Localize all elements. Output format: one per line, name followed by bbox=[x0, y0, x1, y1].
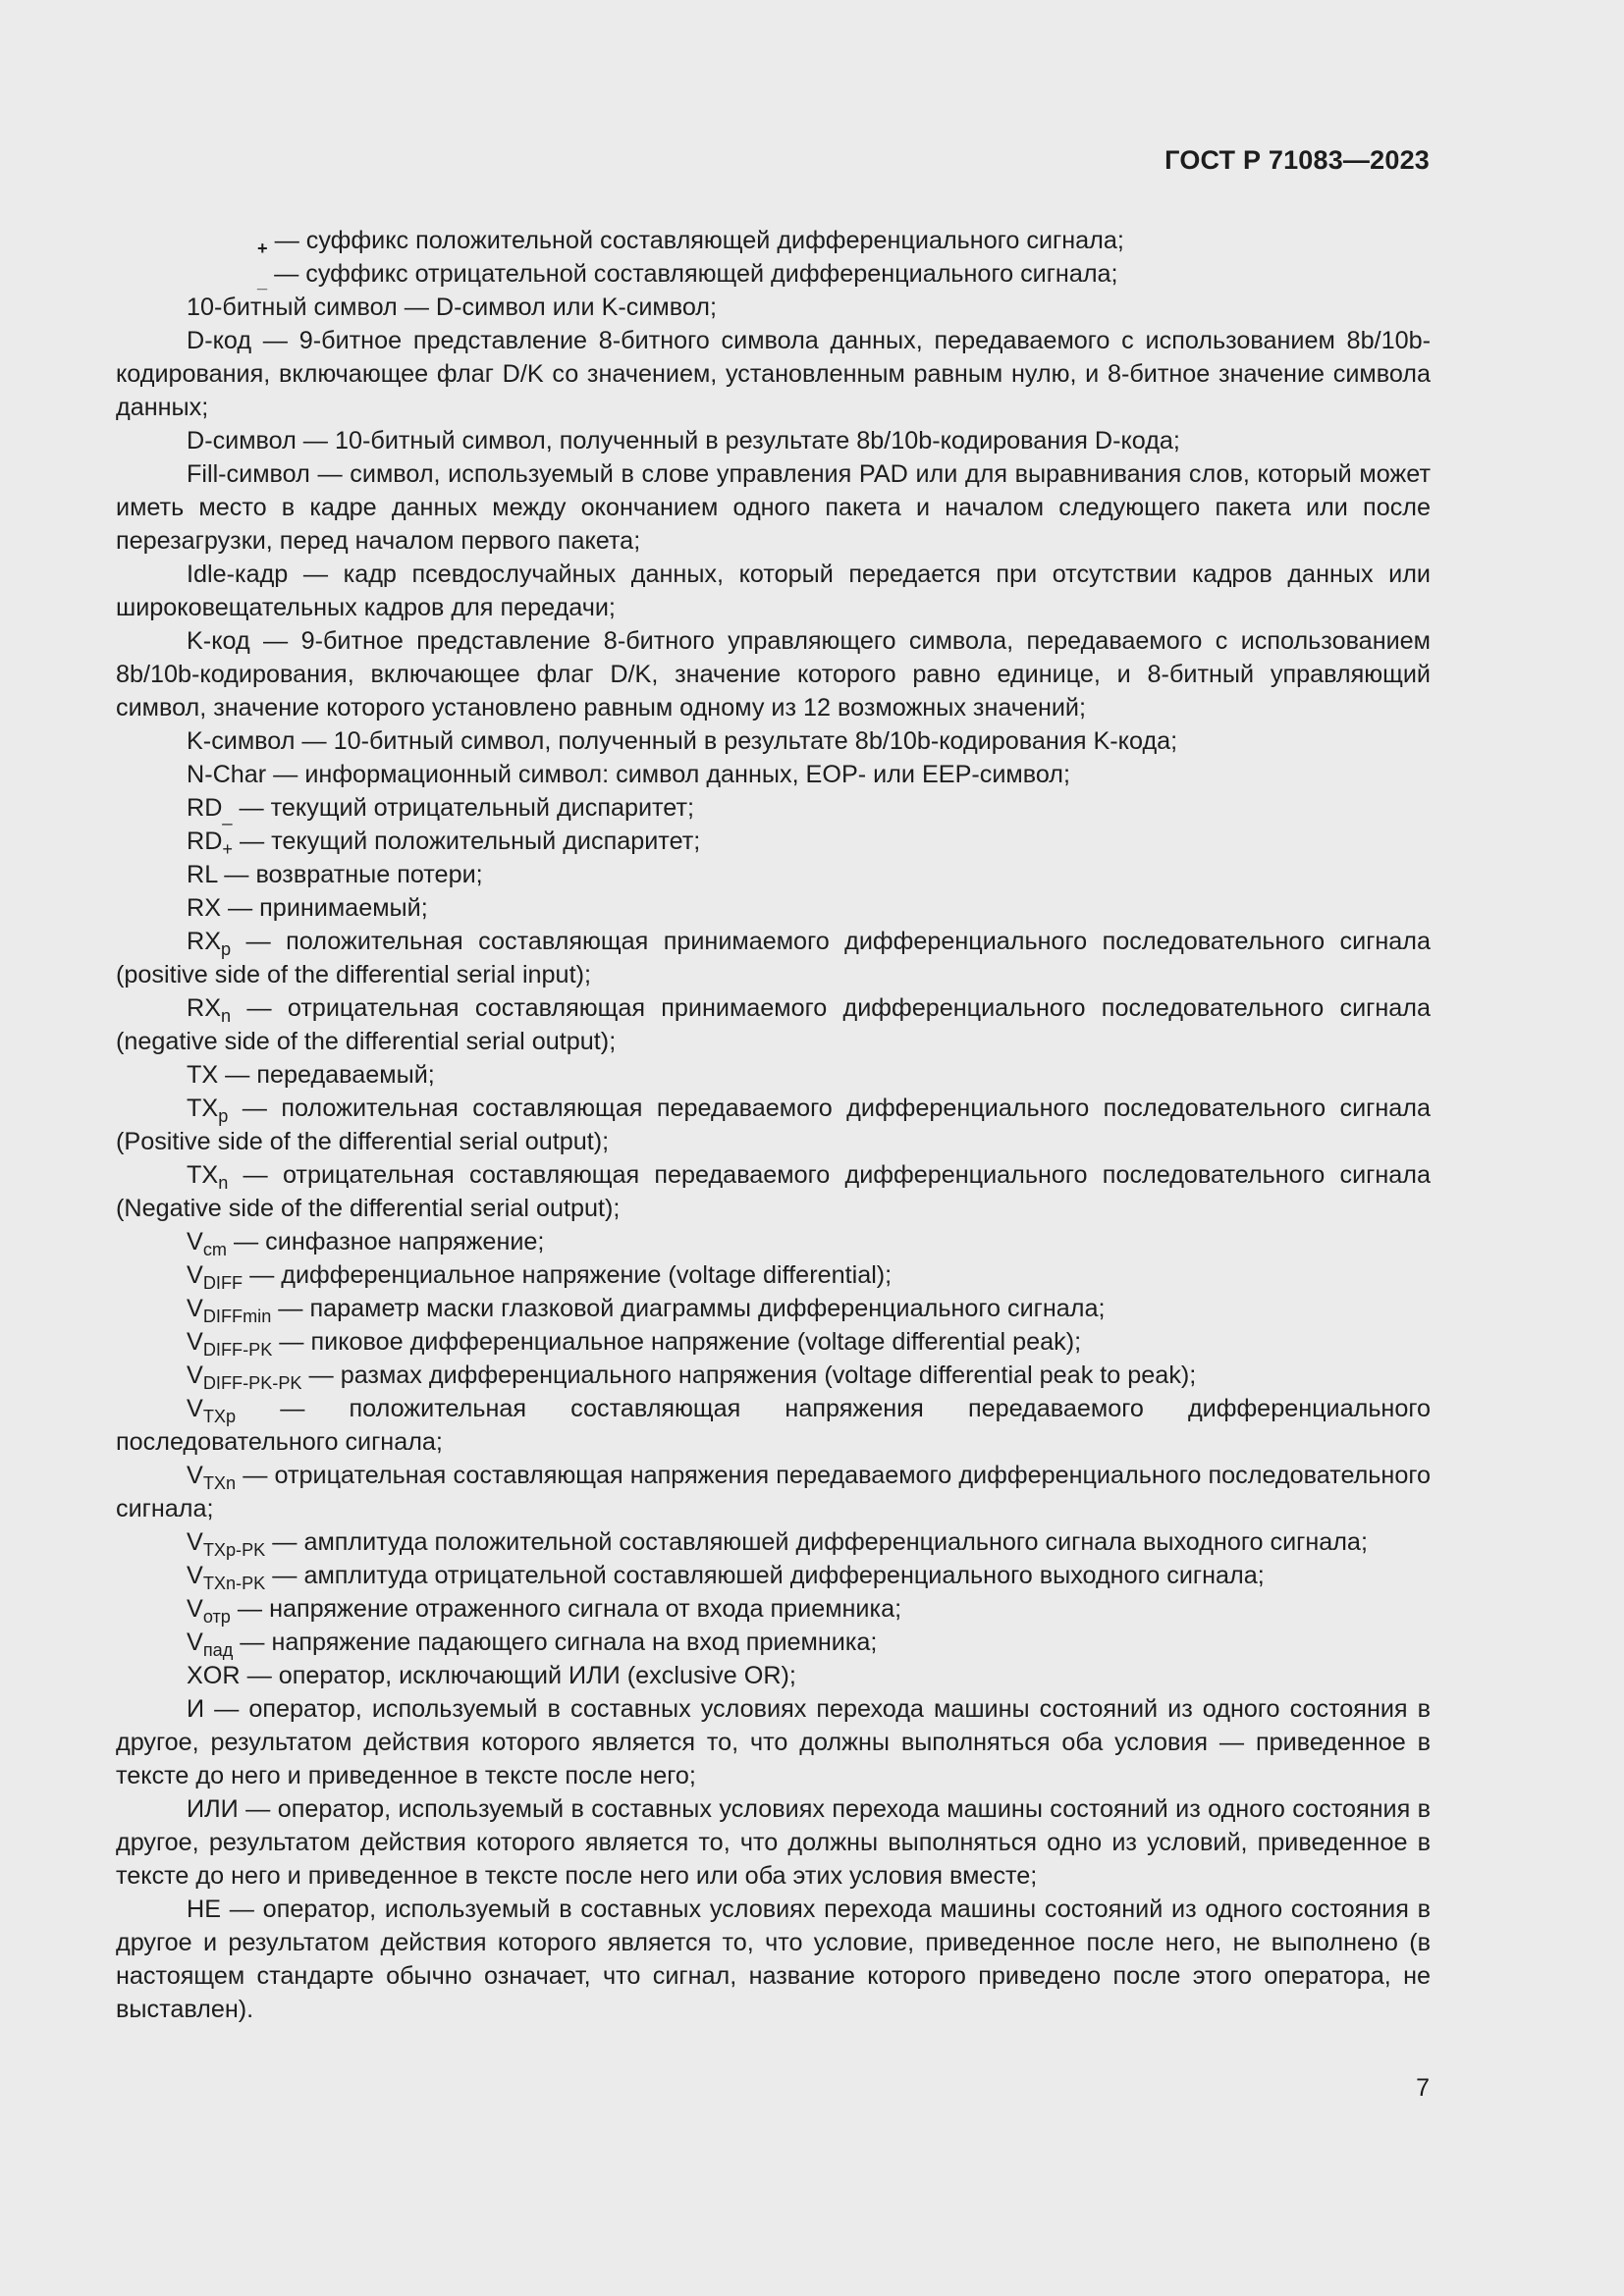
definition-symbol: RD bbox=[187, 794, 223, 822]
definition-text: TX — передаваемый; bbox=[187, 1061, 435, 1089]
definition-text: И — оператор, используемый в составных условиях перехода машины состояний из одного состояния в другое, результатом действия которого является то, что должны выполняться оба условия — приведенное в тексте до него и приведенное в тексте после него; bbox=[116, 1695, 1431, 1789]
definition-entry bbox=[116, 1158, 1431, 1225]
definition-entry bbox=[116, 758, 1431, 791]
definition-entry bbox=[116, 457, 1431, 558]
definition-text: K-код — 9-битное представление 8-битного управляющего символа, передаваемого с использованием 8b/10b-кодирования, включающее флаг D/K, значение которого равно единице, и 8-битный управляющий символ, значение которого установлено равным одному из 12 возможных значений; bbox=[116, 627, 1431, 721]
definition-symbol: RX bbox=[187, 928, 221, 955]
definition-text: — напряжение отраженного сигнала от входа приемника; bbox=[230, 1595, 902, 1623]
definition-text: 10-битный символ — D-символ или K-символ; bbox=[187, 294, 717, 321]
definition-subscript: TXp-PK bbox=[202, 1539, 266, 1560]
definition-entry bbox=[116, 991, 1431, 1058]
definition-entry bbox=[116, 1258, 1431, 1292]
definition-entry bbox=[116, 1559, 1431, 1592]
definition-text: ИЛИ — оператор, используемый в составных условиях перехода машины состояний из одного состояния в другое, результатом действия которого является то, что должны выполняться одно из условий, приведенное в тексте до него и приведенное в тексте после него или оба этих условия вместе; bbox=[116, 1795, 1431, 1890]
definition-entry: _ — суффикс отрицательной составляющей дифференциального сигнала; bbox=[257, 260, 1118, 293]
definition-text: — отрицательная составляющая принимаемого дифференциального последовательного сигнала (negative side of the differential serial output); bbox=[116, 994, 1431, 1055]
definition-symbol: V bbox=[187, 1595, 203, 1623]
definition-subscript: DIFFmin bbox=[202, 1306, 272, 1326]
definition-entry bbox=[116, 1893, 1431, 2026]
definition-text: — амплитуда положительной составляюшей дифференциального сигнала выходного сигнала; bbox=[265, 1528, 1368, 1556]
definition-entry bbox=[116, 1058, 1431, 1092]
definition-symbol: RX bbox=[187, 994, 221, 1022]
definition-symbol: V bbox=[187, 1629, 203, 1656]
definition-text: RL — возвратные потери; bbox=[187, 861, 483, 888]
definition-text: — положительная составляющая принимаемого дифференциального последовательного сигнала (positive side of the differential serial input); bbox=[116, 928, 1431, 988]
definition-text: N-Char — информационный символ: символ данных, EOP- или EEP-символ; bbox=[187, 761, 1070, 788]
definition-entry bbox=[116, 558, 1431, 624]
definition-text: НЕ — оператор, используемый в составных условиях перехода машины состояний из одного состояния в другое и результатом действия которого является то, что условие, приведенное после него, не выполнено (в настоящем стандарте обычно означает, что сигнал, название которого приведено после этого оператора, не выставлен). bbox=[116, 1896, 1431, 2023]
definition-text: — размах дифференциального напряжения (voltage differential peak to peak); bbox=[301, 1362, 1197, 1389]
definition-subscript: DIFF-PK-PK bbox=[202, 1372, 302, 1393]
definition-subscript: n bbox=[221, 1005, 232, 1026]
definition-entry bbox=[116, 324, 1431, 424]
definition-subscript: DIFF bbox=[202, 1272, 244, 1293]
definition-symbol: V bbox=[187, 1328, 203, 1356]
definition-subscript: DIFF-PK bbox=[202, 1339, 273, 1360]
definition-entry bbox=[116, 1459, 1431, 1525]
definition-entry bbox=[116, 1659, 1431, 1692]
definition-symbol: V bbox=[187, 1528, 203, 1556]
definition-text: XOR — оператор, исключающий ИЛИ (exclusive OR); bbox=[187, 1662, 796, 1689]
definition-entry bbox=[116, 1692, 1431, 1792]
definition-entry bbox=[116, 825, 1431, 858]
definition-entry bbox=[116, 624, 1431, 724]
definition-subscript: пад bbox=[202, 1639, 234, 1660]
definition-entry bbox=[116, 1325, 1431, 1359]
definition-entry bbox=[116, 1225, 1431, 1258]
definition-symbol: V bbox=[187, 1395, 203, 1422]
definition-symbol: V bbox=[187, 1228, 203, 1255]
definition-text: — пиковое дифференциальное напряжение (voltage differential peak); bbox=[272, 1328, 1082, 1356]
definition-symbol: V bbox=[187, 1562, 203, 1589]
definition-symbol: V bbox=[187, 1462, 203, 1489]
definition-text: Idle-кадр — кадр псевдослучайных данных, который передается при отсутствии кадров данных или широковещательных кадров для передачи; bbox=[116, 561, 1431, 621]
definition-entry bbox=[116, 925, 1431, 991]
definition-subscript: TXn-PK bbox=[202, 1573, 266, 1593]
definition-text: — отрицательная составляющая передаваемого дифференциального последовательного сигнала (Negative side of the differential serial output); bbox=[116, 1161, 1431, 1222]
definition-entry bbox=[116, 858, 1431, 891]
definition-entry bbox=[116, 724, 1431, 758]
definition-entry bbox=[116, 1292, 1431, 1325]
definition-entry bbox=[116, 1792, 1431, 1893]
definition-text: — текущий положительный диспаритет; bbox=[232, 828, 701, 855]
definition-text: — положительная составляющая напряжения передаваемого дифференциального последовательного сигнала; bbox=[116, 1395, 1431, 1456]
definition-text: RX — принимаемый; bbox=[187, 894, 428, 922]
definition-text: — отрицательная составляющая напряжения передаваемого дифференциального последовательного сигнала; bbox=[116, 1462, 1431, 1522]
definition-subscript: _ bbox=[222, 805, 233, 826]
definition-entry: + — суффикс положительной составляющей дифференциального сигнала; bbox=[257, 227, 1124, 259]
definition-text: — суффикс отрицательной составляющей дифференциального сигнала; bbox=[267, 260, 1118, 288]
definition-text: D-символ — 10-битный символ, полученный в результате 8b/10b-кодирования D-кода; bbox=[187, 427, 1180, 454]
definition-text: — синфазное напряжение; bbox=[226, 1228, 545, 1255]
definition-subscript: + bbox=[222, 838, 233, 859]
definition-symbol: TX bbox=[187, 1095, 219, 1122]
definition-text: — суффикс положительной составляющей дифференциального сигнала; bbox=[267, 227, 1124, 254]
definition-entry bbox=[116, 1525, 1431, 1559]
definition-entry bbox=[116, 424, 1431, 457]
definition-text: — дифференциальное напряжение (voltage differential); bbox=[243, 1261, 893, 1289]
definition-subscript: TXp bbox=[202, 1406, 237, 1426]
definition-entry bbox=[116, 291, 1431, 324]
page-number: 7 bbox=[1416, 2074, 1430, 2102]
definition-text: Fill-символ — символ, используемый в слове управления PAD или для выравнивания слов, который может иметь место в кадре данных между окончанием одного пакета и началом следующего пакета или после перезагрузки, перед началом первого пакета; bbox=[116, 460, 1431, 555]
definition-text: — напряжение падающего сигнала на вход приемника; bbox=[233, 1629, 878, 1656]
definition-subscript: TXn bbox=[202, 1472, 237, 1493]
definition-text: D-код — 9-битное представление 8-битного символа данных, передаваемого с использованием 8b/10b-кодирования, включающее флаг D/K со значением, установленным равным нулю, и 8-битное значение символа данных; bbox=[116, 327, 1431, 421]
definition-subscript: p bbox=[218, 1105, 229, 1126]
definition-text: — текущий отрицательный диспаритет; bbox=[232, 794, 695, 822]
definition-text: K-символ — 10-битный символ, полученный в результате 8b/10b-кодирования K-кода; bbox=[187, 727, 1178, 755]
definition-symbol: TX bbox=[187, 1161, 219, 1189]
document-standard-id: ГОСТ Р 71083—2023 bbox=[1164, 145, 1430, 175]
definition-symbol: V bbox=[187, 1295, 203, 1322]
definitions-list bbox=[116, 224, 1431, 2026]
definition-symbol: V bbox=[187, 1362, 203, 1389]
definition-entry bbox=[116, 891, 1431, 925]
definition-text: — положительная составляющая передаваемого дифференциального последовательного сигнала (Positive side of the differential serial output); bbox=[116, 1095, 1431, 1155]
definition-subscript: p bbox=[221, 938, 232, 959]
definition-entry bbox=[116, 1592, 1431, 1626]
definition-subscript: отр bbox=[202, 1606, 231, 1627]
definition-entry bbox=[116, 1392, 1431, 1459]
definition-entry bbox=[116, 1359, 1431, 1392]
definition-symbol: RD bbox=[187, 828, 223, 855]
definition-subscript: cm bbox=[202, 1239, 227, 1259]
definition-subscript: n bbox=[218, 1172, 229, 1193]
definition-symbol: V bbox=[187, 1261, 203, 1289]
definition-entry bbox=[116, 1092, 1431, 1158]
definition-text: — амплитуда отрицательной составляюшей дифференциального выходного сигнала; bbox=[265, 1562, 1265, 1589]
definition-entry bbox=[116, 1626, 1431, 1659]
definition-entry bbox=[116, 791, 1431, 825]
definition-text: — параметр маски глазковой диаграммы дифференциального сигнала; bbox=[271, 1295, 1106, 1322]
